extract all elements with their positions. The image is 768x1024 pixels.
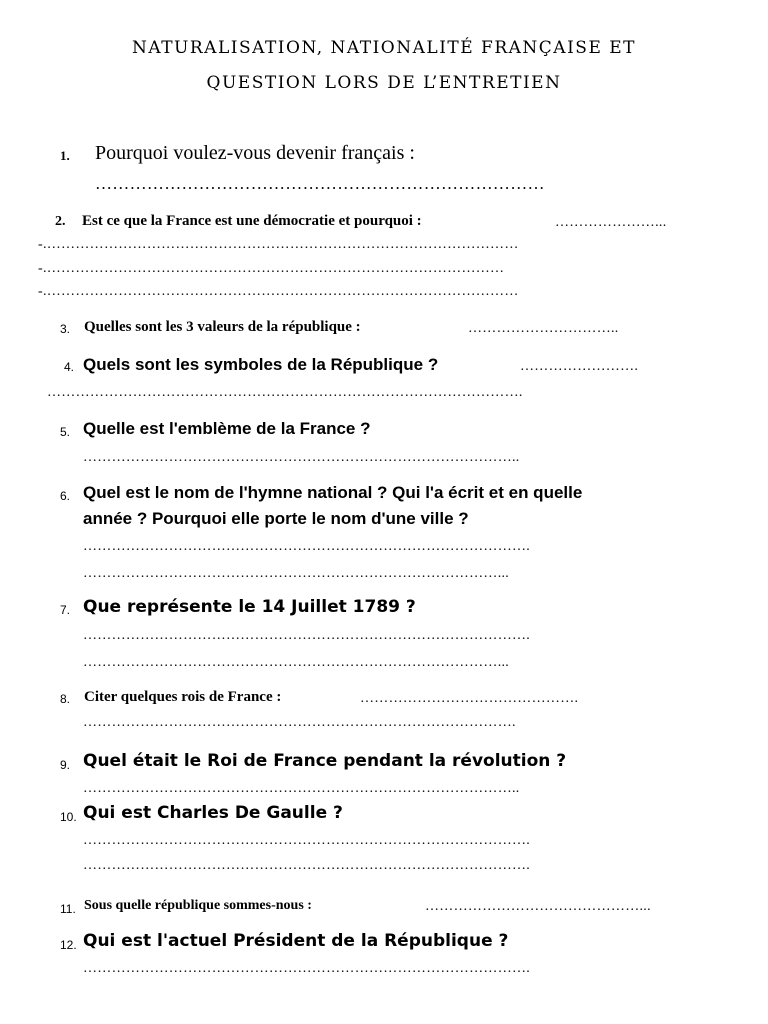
answer-line: ……………………………………………………………………: [95, 174, 545, 193]
question-number: 7.: [60, 603, 71, 617]
question-text: Qui est l'actuel Président de la République ?: [83, 931, 509, 951]
question-number: 6.: [60, 489, 71, 503]
title-line-1: NATURALISATION, NATIONALITÉ FRANÇAISE ET: [131, 38, 637, 58]
answer-line: ………………………………………………………………………………….: [83, 628, 531, 643]
question-number: 3.: [60, 322, 71, 336]
answer-line: ………………………………………………………………………………….: [83, 833, 531, 848]
question-text: Quels sont les symboles de la République ?: [83, 355, 439, 374]
answer-line: -.………………………………………………………………………………………: [38, 284, 519, 299]
question-number: 9.: [60, 758, 71, 772]
answer-inline: ………………………………………...: [425, 899, 651, 914]
answer-line: ………………………………………………………………………………….: [83, 961, 531, 976]
question-text: Qui est Charles De Gaulle ?: [83, 803, 343, 823]
question-text: Pourquoi voulez-vous devenir français :: [95, 142, 415, 164]
answer-line: ………………………………………………………………………………….: [83, 539, 531, 554]
question-number: 2.: [55, 214, 66, 229]
question-number: 12.: [60, 938, 77, 952]
question-text: Sous quelle république sommes-nous :: [84, 898, 312, 913]
answer-inline: …………………...: [555, 215, 667, 230]
question-number: 11.: [60, 902, 76, 916]
question-text: Quel est le nom de l'hymne national ? Qui l'a écrit et en quelle: [83, 483, 583, 502]
answer-line: -.……………………………………………………………………………………: [38, 261, 505, 276]
question-text: Quel était le Roi de France pendant la révolution ?: [83, 751, 567, 771]
answer-line: ………………………………………………………………………………..: [83, 781, 520, 796]
answer-line: ……………………………………………………………………………...: [83, 655, 510, 670]
question-number: 5.: [60, 425, 71, 439]
question-number: 10.: [60, 810, 77, 824]
question-number: 8.: [60, 692, 71, 706]
question-number: 4.: [64, 360, 75, 374]
answer-line: ………………………………………………………………………………….: [83, 858, 531, 873]
question-text: Est ce que la France est une démocratie et pourquoi :: [82, 213, 422, 229]
question-text: Quelles sont les 3 valeurs de la république :: [84, 319, 361, 335]
answer-line: ……………………………………………………………………………………….: [47, 385, 523, 400]
title-line-2: QUESTION LORS DE L’ENTRETIEN: [206, 73, 562, 93]
question-text: Citer quelques rois de France :: [84, 689, 282, 705]
question-number: 1.: [60, 148, 70, 163]
answer-inline: …………………….: [520, 359, 639, 374]
answer-line: ……………………………………………………………………………….: [83, 715, 516, 730]
question-text: Que représente le 14 Juillet 1789 ?: [83, 597, 416, 617]
answer-line: -.………………………………………………………………………………………: [38, 237, 519, 252]
answer-inline: …………………………..: [468, 321, 619, 336]
answer-line: ……………………………………………………………………………...: [83, 566, 510, 581]
question-text-continued: année ? Pourquoi elle porte le nom d'une ville ?: [83, 509, 469, 528]
answer-inline: ……………………………………….: [360, 691, 579, 706]
answer-line: ………………………………………………………………………………..: [83, 450, 520, 465]
question-text: Quelle est l'emblème de la France ?: [83, 419, 371, 438]
